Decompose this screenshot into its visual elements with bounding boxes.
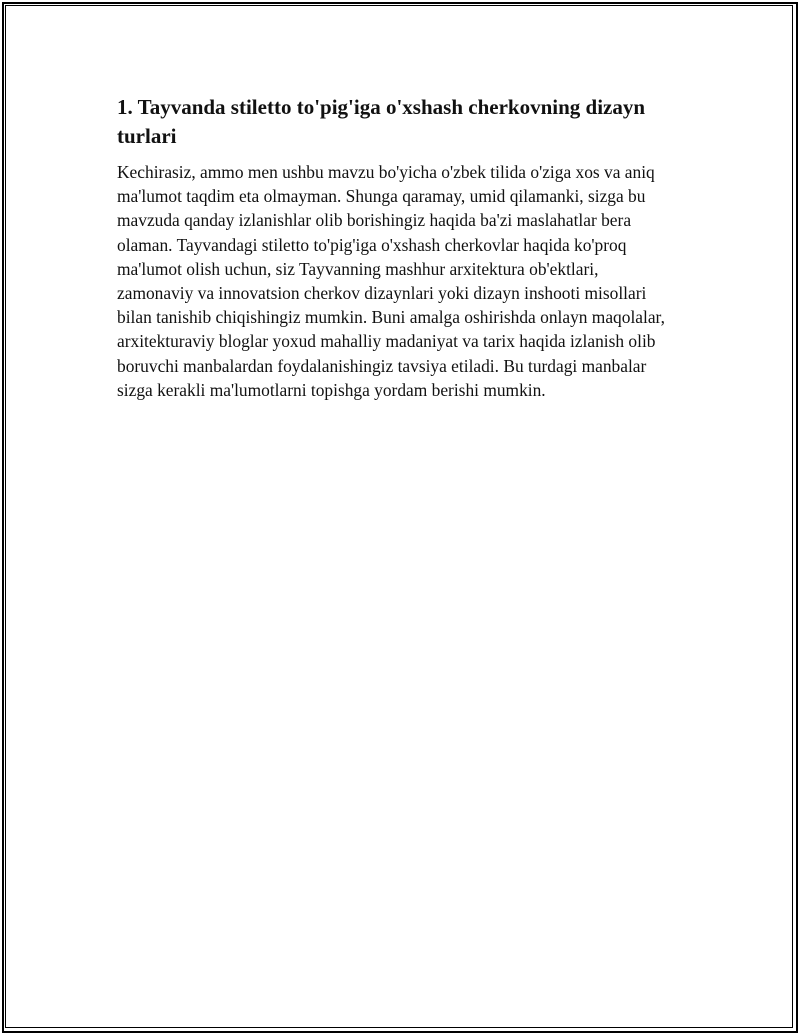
section-paragraph: Kechirasiz, ammo men ushbu mavzu bo'yicha o'zbek tilida o'ziga xos va aniq ma'lumot taqdim eta olmayman. Shunga qaramay, umid qilamanki, sizga bu mavzuda qanday izlanishlar olib borishingiz haqida ba'zi maslahatlar bera olaman. Tayvandagi stiletto to'pig'iga o'xshash cherkovlar haqida ko'proq ma'lumot olish uchun, siz Tayvanning mashhur arxitektura ob'ektlari, zamonaviy va innovatsion cherkov dizaynlari yoki dizayn inshooti misollari bilan tanishib chiqishingiz mumkin. Buni amalga oshirishda onlayn maqolalar, arxitekturaviy bloglar yoxud mahalliy madaniyat va tarix haqida izlanish olib boruvchi manbalardan foydalanishingiz tavsiya etiladi. Bu turdagi manbalar sizga kerakli ma'lumotlarni topishga yordam berishi mumkin. <box>117 162 665 400</box>
section-heading: 1. Tayvanda stiletto to'pig'iga o'xshash cherkovning dizayn turlari <box>117 95 646 148</box>
document-body <box>117 93 677 402</box>
